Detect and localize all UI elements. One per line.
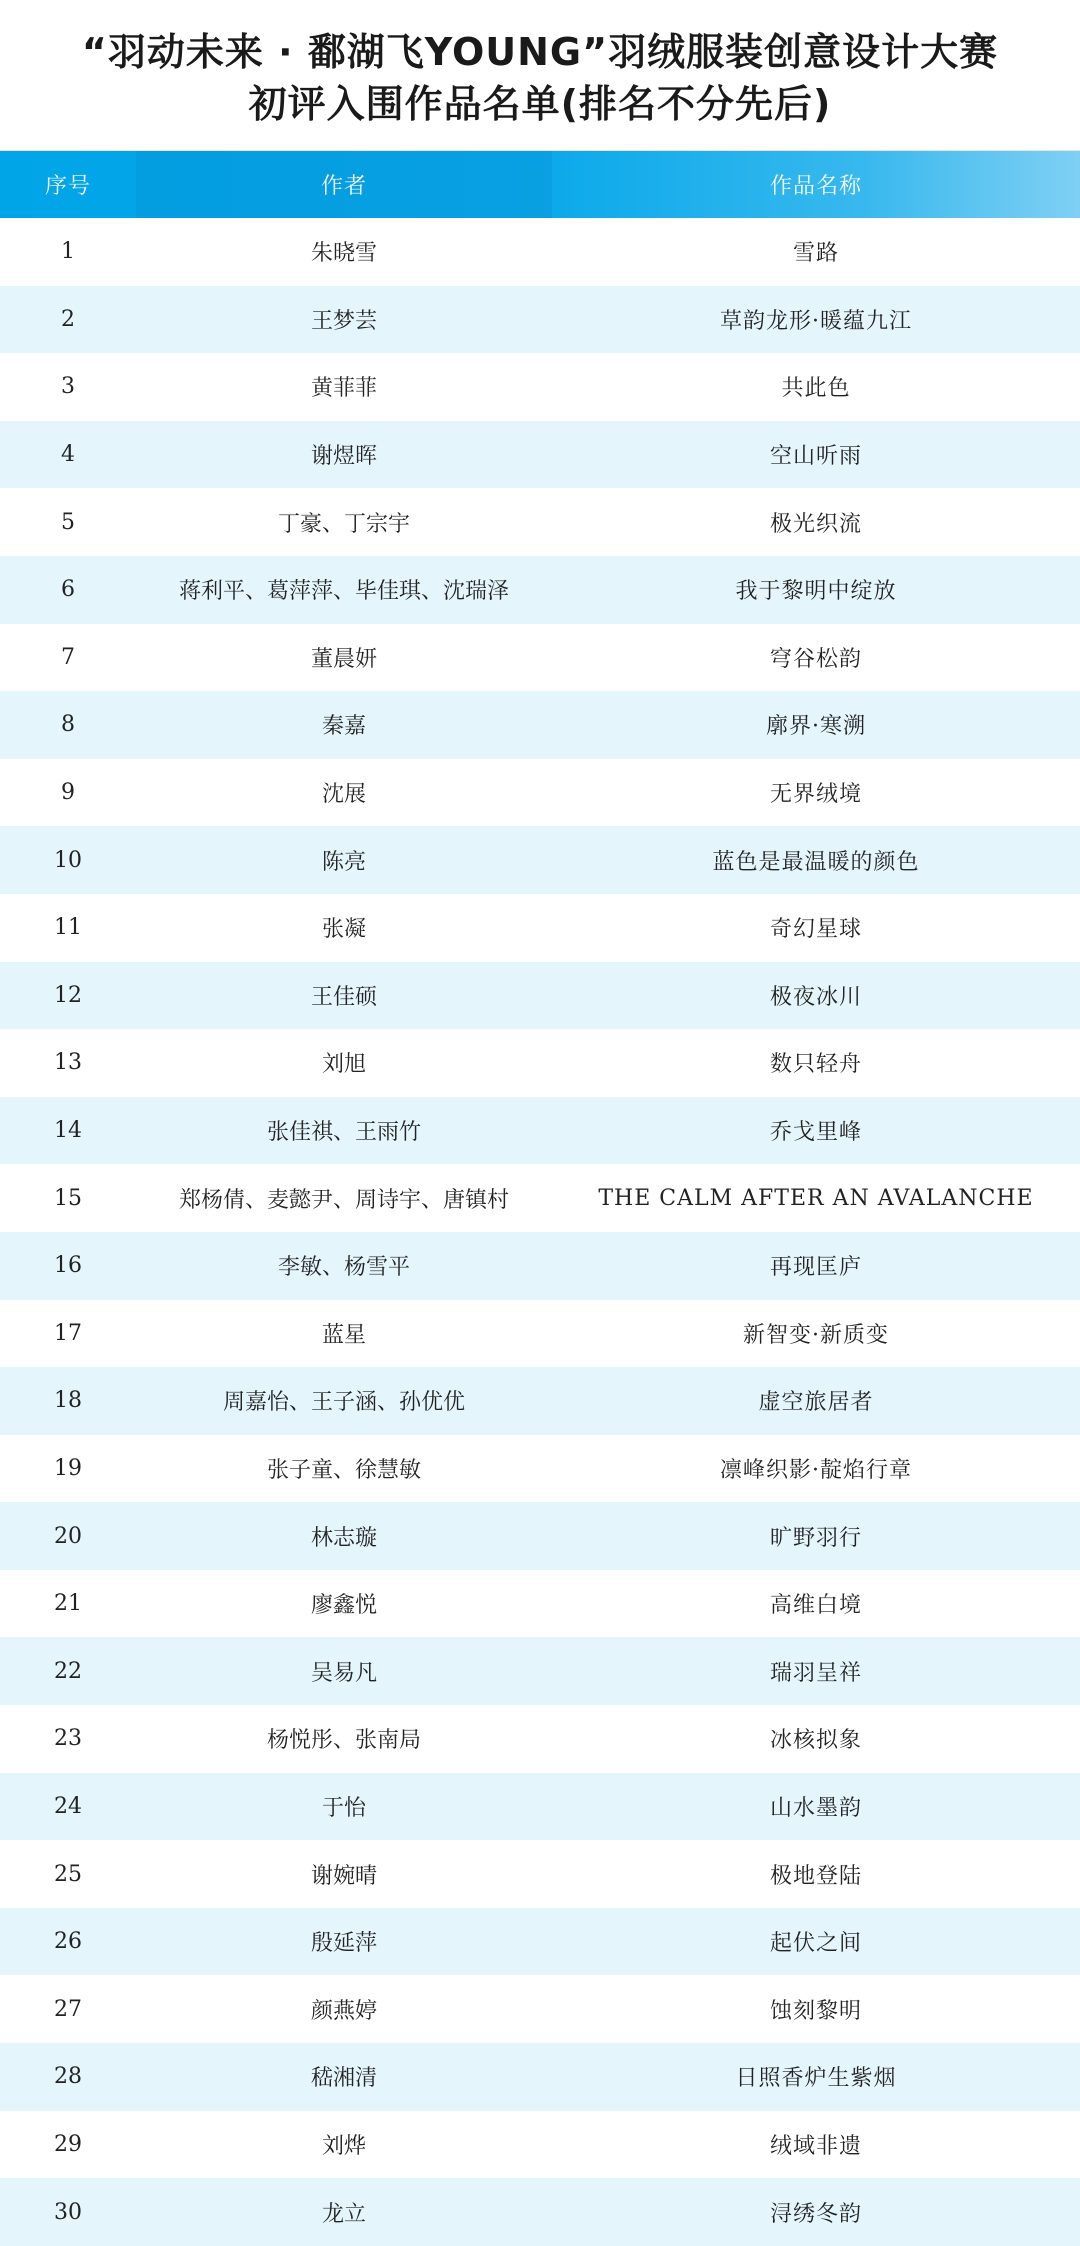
cell-work-title: 凛峰织影·靛焰行章 bbox=[720, 1457, 912, 1483]
cell-author: 沈展 bbox=[321, 782, 366, 808]
cell-serial-number: 14 bbox=[54, 1118, 82, 1144]
table-row bbox=[0, 353, 1080, 421]
cell-author: 王梦芸 bbox=[310, 308, 377, 334]
cell-work-title: 高维白境 bbox=[769, 1593, 862, 1619]
cell-serial-number: 26 bbox=[54, 1929, 82, 1955]
table-row bbox=[0, 286, 1080, 354]
cell-author: 陈亮 bbox=[321, 849, 366, 875]
table-row bbox=[0, 759, 1080, 827]
cell-author: 谢煜晖 bbox=[310, 444, 377, 470]
cell-serial-number: 19 bbox=[54, 1455, 82, 1481]
cell-author: 郑杨倩、麦懿尹、周诗宇、唐镇村 bbox=[178, 1187, 509, 1213]
document-title bbox=[0, 0, 1080, 151]
table-row bbox=[0, 962, 1080, 1030]
cell-author: 刘旭 bbox=[321, 1052, 366, 1078]
cell-serial-number: 6 bbox=[61, 577, 75, 603]
cell-author: 蓝星 bbox=[321, 1322, 366, 1348]
cell-work-title: 日照香炉生紫烟 bbox=[735, 2066, 897, 2092]
table-row bbox=[0, 1908, 1080, 1976]
cell-author: 廖鑫悦 bbox=[310, 1593, 377, 1619]
cell-serial-number: 20 bbox=[54, 1523, 82, 1549]
table-row bbox=[0, 826, 1080, 894]
cell-author: 丁豪、丁宗宇 bbox=[277, 511, 410, 537]
cell-work-title: 共此色 bbox=[781, 376, 851, 402]
cell-serial-number: 8 bbox=[61, 712, 75, 738]
cell-work-title: THE CALM AFTER AN AVALANCHE bbox=[598, 1185, 1034, 1211]
table-row bbox=[0, 2043, 1080, 2111]
cell-author: 殷延萍 bbox=[310, 1931, 377, 1957]
table-row bbox=[0, 488, 1080, 556]
table-row bbox=[0, 1435, 1080, 1503]
cell-work-title: 再现匡庐 bbox=[769, 1255, 862, 1281]
cell-serial-number: 21 bbox=[54, 1591, 82, 1617]
cell-serial-number: 5 bbox=[61, 509, 75, 535]
cell-work-title: 乔戈里峰 bbox=[769, 1120, 862, 1146]
cell-serial-number: 23 bbox=[54, 1726, 82, 1752]
cell-author: 嵇湘清 bbox=[310, 2066, 377, 2092]
table-row bbox=[0, 1773, 1080, 1841]
cell-author: 黄菲菲 bbox=[310, 376, 377, 402]
table-row bbox=[0, 1097, 1080, 1165]
cell-work-title: 新智变·新质变 bbox=[743, 1322, 889, 1348]
cell-work-title: 极光织流 bbox=[769, 511, 862, 537]
cell-serial-number: 28 bbox=[54, 2064, 82, 2090]
cell-author: 朱晓雪 bbox=[310, 241, 377, 267]
table-body bbox=[0, 218, 1080, 2246]
cell-work-title: 极地登陆 bbox=[769, 1863, 862, 1889]
table-row bbox=[0, 556, 1080, 624]
cell-work-title: 草韵龙形·暖蕴九江 bbox=[720, 308, 912, 334]
table-row bbox=[0, 691, 1080, 759]
table-row bbox=[0, 1570, 1080, 1638]
cell-serial-number: 11 bbox=[54, 915, 82, 941]
header-work-title: 作品名称 bbox=[769, 174, 862, 199]
table-row bbox=[0, 894, 1080, 962]
cell-serial-number: 12 bbox=[54, 982, 82, 1008]
cell-serial-number: 25 bbox=[54, 1861, 82, 1887]
table-row bbox=[0, 1300, 1080, 1368]
cell-serial-number: 4 bbox=[61, 442, 75, 468]
cell-serial-number: 10 bbox=[54, 847, 82, 873]
cell-serial-number: 18 bbox=[54, 1388, 82, 1414]
cell-serial-number: 15 bbox=[54, 1185, 82, 1211]
header-serial-number: 序号 bbox=[44, 174, 91, 199]
cell-work-title: 山水墨韵 bbox=[769, 1795, 862, 1821]
header-author: 作者 bbox=[136, 151, 552, 218]
table-row bbox=[0, 1029, 1080, 1097]
table-row bbox=[0, 2178, 1080, 2246]
cell-work-title: 虚空旅居者 bbox=[758, 1390, 874, 1416]
finalist-table bbox=[0, 151, 1080, 2246]
cell-work-title: 瑞羽呈祥 bbox=[769, 1660, 862, 1686]
cell-author: 蒋利平、葛萍萍、毕佳琪、沈瑞泽 bbox=[178, 579, 509, 605]
cell-serial-number: 16 bbox=[54, 1253, 82, 1279]
title-line-2: 初评入围作品名单(排名不分先后) bbox=[248, 82, 832, 126]
cell-work-title: 奇幻星球 bbox=[769, 917, 862, 943]
cell-author: 李敏、杨雪平 bbox=[277, 1255, 410, 1281]
table-row bbox=[0, 1637, 1080, 1705]
cell-author: 张佳祺、王雨竹 bbox=[266, 1120, 421, 1146]
table-row bbox=[0, 1975, 1080, 2043]
cell-work-title: 空山听雨 bbox=[769, 444, 862, 470]
cell-serial-number: 29 bbox=[54, 2131, 82, 2157]
table-row bbox=[0, 1840, 1080, 1908]
cell-author: 谢婉晴 bbox=[310, 1863, 377, 1889]
table-row bbox=[0, 421, 1080, 489]
cell-author: 周嘉怡、王子涵、孙优优 bbox=[222, 1390, 465, 1416]
cell-work-title: 浔绣冬韵 bbox=[769, 2201, 862, 2227]
cell-author: 张凝 bbox=[321, 917, 366, 943]
cell-work-title: 蚀刻黎明 bbox=[769, 1998, 862, 2024]
cell-author: 吴易凡 bbox=[310, 1660, 377, 1686]
cell-work-title: 穹谷松韵 bbox=[769, 646, 862, 672]
cell-author: 张子童、徐慧敏 bbox=[266, 1457, 421, 1483]
cell-work-title: 极夜冰川 bbox=[769, 984, 862, 1010]
cell-work-title: 廓界·寒溯 bbox=[766, 714, 866, 740]
table-row bbox=[0, 1164, 1080, 1232]
cell-serial-number: 30 bbox=[54, 2199, 82, 2225]
cell-work-title: 无界绒境 bbox=[769, 782, 862, 808]
cell-serial-number: 1 bbox=[61, 239, 75, 265]
cell-serial-number: 27 bbox=[54, 1996, 82, 2022]
cell-author: 王佳硕 bbox=[310, 984, 377, 1010]
cell-work-title: 起伏之间 bbox=[769, 1931, 862, 1957]
cell-serial-number: 17 bbox=[54, 1320, 82, 1346]
cell-work-title: 我于黎明中绽放 bbox=[735, 579, 897, 605]
cell-serial-number: 24 bbox=[54, 1793, 82, 1819]
table-row bbox=[0, 2111, 1080, 2179]
cell-serial-number: 3 bbox=[61, 374, 75, 400]
table-header bbox=[0, 151, 1080, 218]
cell-serial-number: 13 bbox=[54, 1050, 82, 1076]
title-line-1: “羽动未来 · 鄱湖飞YOUNG”羽绒服装创意设计大赛 bbox=[81, 30, 999, 74]
cell-author: 刘烨 bbox=[321, 2133, 366, 2159]
cell-author: 董晨妍 bbox=[310, 646, 377, 672]
table-row bbox=[0, 1705, 1080, 1773]
cell-serial-number: 2 bbox=[61, 306, 75, 332]
cell-work-title: 旷野羽行 bbox=[769, 1525, 862, 1551]
cell-author: 秦嘉 bbox=[321, 714, 366, 740]
cell-author: 林志璇 bbox=[310, 1525, 377, 1551]
cell-author: 于怡 bbox=[321, 1795, 366, 1821]
cell-serial-number: 9 bbox=[61, 780, 75, 806]
cell-work-title: 绒域非遗 bbox=[769, 2133, 862, 2159]
cell-author: 颜燕婷 bbox=[310, 1998, 377, 2024]
table-row bbox=[0, 1232, 1080, 1300]
cell-serial-number: 22 bbox=[54, 1658, 82, 1684]
table-row bbox=[0, 1367, 1080, 1435]
cell-serial-number: 7 bbox=[61, 644, 75, 670]
cell-work-title: 数只轻舟 bbox=[769, 1052, 862, 1078]
table-row bbox=[0, 624, 1080, 692]
table-row bbox=[0, 218, 1080, 286]
cell-work-title: 雪路 bbox=[792, 241, 839, 267]
table-row bbox=[0, 1502, 1080, 1570]
cell-author: 杨悦彤、张南局 bbox=[266, 1728, 421, 1754]
cell-work-title: 蓝色是最温暖的颜色 bbox=[712, 849, 920, 875]
cell-author: 龙立 bbox=[321, 2201, 366, 2227]
cell-work-title: 冰核拟象 bbox=[769, 1728, 862, 1754]
